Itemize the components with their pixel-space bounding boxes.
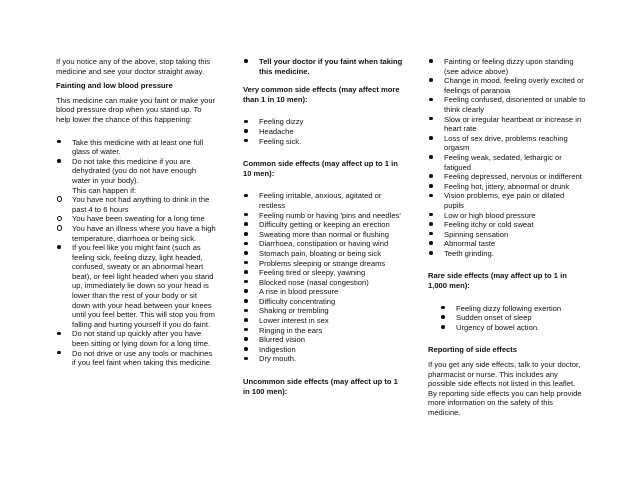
- list-item: Abnormal taste: [428, 239, 586, 249]
- bullet-icon: [57, 332, 61, 336]
- list-item: Slow or irregular heartbeat or increase in heart rate: [428, 115, 586, 134]
- list-item: Sudden onset of sleep: [428, 313, 586, 323]
- bullet-icon: [57, 159, 61, 163]
- sub-list-item: You have been sweating for a long time: [56, 214, 216, 224]
- bullet-icon: [244, 318, 248, 322]
- list-item: Headache: [243, 127, 403, 137]
- bullet-icon: [429, 59, 433, 63]
- bullet-icon: [57, 351, 61, 355]
- bullet-icon: [244, 251, 248, 255]
- bullet-icon: [429, 251, 433, 255]
- intro-text: If you notice any of the above, stop taking this medicine and see your doctor straight away.: [56, 57, 211, 76]
- list-item: Stomach pain, bloating or being sick: [243, 249, 403, 259]
- list-item: Fainting or feeling dizzy upon standing (see advice above): [428, 57, 586, 76]
- list-item: Feeling sick.: [243, 137, 403, 147]
- list-item: Feeling confused, disoriented or unable to think clearly: [428, 95, 586, 114]
- bullet-icon: [244, 309, 248, 313]
- bullet-icon: [441, 306, 445, 310]
- bullet-icon: [244, 213, 248, 217]
- hollow-bullet-icon: [57, 225, 62, 230]
- tell-doctor-item: Tell your doctor if you faint when taking this medicine.: [243, 57, 403, 76]
- common-heading: Common side effects (may affect up to 1 in 10 men):: [243, 159, 398, 178]
- list-item: Dry mouth.: [243, 354, 403, 364]
- column-2: [243, 57, 403, 396]
- list-item: A rise in blood pressure: [243, 287, 403, 297]
- list-item: Difficulty getting or keeping an erection: [243, 220, 403, 230]
- bullet-icon: [244, 222, 248, 226]
- list-item: Change in mood, feeling overly excited or feelings of paranoia: [428, 76, 586, 95]
- bullet-icon: [244, 120, 248, 124]
- bullet-icon: [429, 194, 433, 198]
- list-item: Spinning sensation: [428, 230, 586, 240]
- list-item: Low or high blood pressure: [428, 211, 586, 221]
- bullet-icon: [244, 347, 248, 351]
- list-item: Do not stand up quickly after you have been sitting or lying down for a long time.: [56, 329, 216, 348]
- list-item: Sweating more than normal or flushing: [243, 230, 403, 240]
- bullet-icon: [441, 325, 445, 329]
- fainting-heading: Fainting and low blood pressure: [56, 81, 173, 91]
- list-item: Lower interest in sex: [243, 316, 403, 326]
- fainting-paragraph: This medicine can make you faint or make your blood pressure drop when you stand up. To help lower the chance of this happening:: [56, 95, 216, 124]
- bullet-icon: [429, 78, 433, 82]
- bullet-icon: [441, 315, 445, 319]
- bullet-icon: [244, 280, 248, 284]
- list-item: Feeling itchy or cold sweat: [428, 220, 586, 230]
- list-item: If you feel like you might faint (such as feeling sick, feeling dizzy, light headed, confused, sweaty or an abnormal heart beat), or feel light headed when you stand up, immediately lie down so your head is lower than the rest of your body or sit down with your head between your knees until you feel better. This will stop you from falling and hurting yourself if you do faint.: [56, 243, 216, 329]
- bullet-icon: [429, 117, 433, 121]
- bullet-icon: [429, 241, 433, 245]
- bullet-icon: [429, 155, 433, 159]
- reporting-paragraph: If you get any side effects, talk to your doctor, pharmacist or nurse. This includes any possible side effects not listed in this leaflet. By reporting side effects you can help provide more information on the safety of this medicine.: [428, 360, 582, 417]
- list-item: Loss of sex drive, problems reaching orgasm: [428, 134, 586, 153]
- list-item: Feeling dizzy: [243, 117, 403, 127]
- rare-list: [428, 304, 586, 333]
- list-item: Feeling numb or having 'pins and needles': [243, 211, 403, 221]
- list-item: Indigestion: [243, 345, 403, 355]
- list-item: Do not take this medicine if you are dehydrated (you do not have enough water in your body).: [56, 157, 216, 186]
- bullet-icon: [244, 337, 248, 341]
- column-3: [428, 57, 586, 418]
- list-item: Difficulty concentrating: [243, 297, 403, 307]
- bullet-icon: [244, 261, 248, 265]
- list-item: Feeling dizzy following exertion: [428, 304, 586, 314]
- bullet-icon: [429, 184, 433, 188]
- bullet-icon: [429, 98, 433, 102]
- bullet-icon: [57, 245, 61, 249]
- list-item: Vision problems, eye pain or dilated pupils: [428, 191, 586, 210]
- bullet-icon: [244, 129, 248, 133]
- hollow-bullet-icon: [57, 216, 62, 221]
- very-common-list: [243, 117, 403, 146]
- sub-list-item: You have an illness where you have a high temperature, diarrhoea or being sick.: [56, 224, 216, 243]
- common-list: [243, 191, 403, 364]
- bullet-icon: [244, 328, 248, 332]
- bullet-icon: [429, 222, 433, 226]
- list-item: Feeling tired or sleepy, yawning: [243, 268, 403, 278]
- list-item: Urgency of bowel action.: [428, 323, 586, 333]
- bullet-icon: [244, 139, 248, 143]
- list-item: Problems sleeping or strange dreams: [243, 259, 403, 269]
- reporting-heading: Reporting of side effects: [428, 345, 518, 355]
- column-1: [56, 57, 216, 368]
- list-item: Ringing in the ears: [243, 326, 403, 336]
- can-happen-text: This can happen if:: [72, 185, 137, 195]
- bullet-icon: [429, 174, 433, 178]
- list-item: Take this medicine with at least one full glass of water.: [56, 138, 216, 157]
- list-item: Blocked nose (nasal congestion): [243, 278, 403, 288]
- bullet-icon: [244, 194, 248, 198]
- list-item: Shaking or trembling: [243, 306, 403, 316]
- list-item: Feeling irritable, anxious, agitated or restless: [243, 191, 403, 210]
- bullet-icon: [57, 140, 61, 144]
- very-common-heading: Very common side effects (may affect more than 1 in 10 men):: [243, 85, 400, 104]
- list-item: Feeling weak, sedated, lethargic or fatigued: [428, 153, 586, 172]
- bullet-icon: [429, 213, 433, 217]
- list-item: Do not drive or use any tools or machines if you feel faint when taking this medicine.: [56, 349, 216, 368]
- bullet-icon: [429, 232, 433, 236]
- uncommon-list: [428, 57, 586, 258]
- list-item: Diarrhoea, constipation or having wind: [243, 239, 403, 249]
- hollow-bullet-icon: [57, 196, 62, 201]
- bullet-icon: [244, 289, 248, 293]
- list-item: Blurred vision: [243, 335, 403, 345]
- list-item: Feeling depressed, nervous or indifferent: [428, 172, 586, 182]
- bullet-icon: [244, 357, 248, 361]
- bullet-icon: [244, 232, 248, 236]
- rare-heading: Rare side effects (may affect up to 1 in 1,000 men):: [428, 271, 567, 291]
- bullet-icon: [244, 270, 248, 274]
- bullet-icon: [244, 299, 248, 303]
- bullet-icon: [244, 59, 248, 63]
- bullet-icon: [244, 242, 248, 246]
- sub-list-item: You have not had anything to drink in the past 4 to 6 hours: [56, 195, 216, 214]
- uncommon-heading: Uncommon side effects (may affect up to 1 in 100 men):: [243, 377, 398, 396]
- bullet-icon: [429, 136, 433, 140]
- list-item: Teeth grinding.: [428, 249, 586, 259]
- list-item: Feeling hot, jittery, abnormal or drunk: [428, 182, 586, 192]
